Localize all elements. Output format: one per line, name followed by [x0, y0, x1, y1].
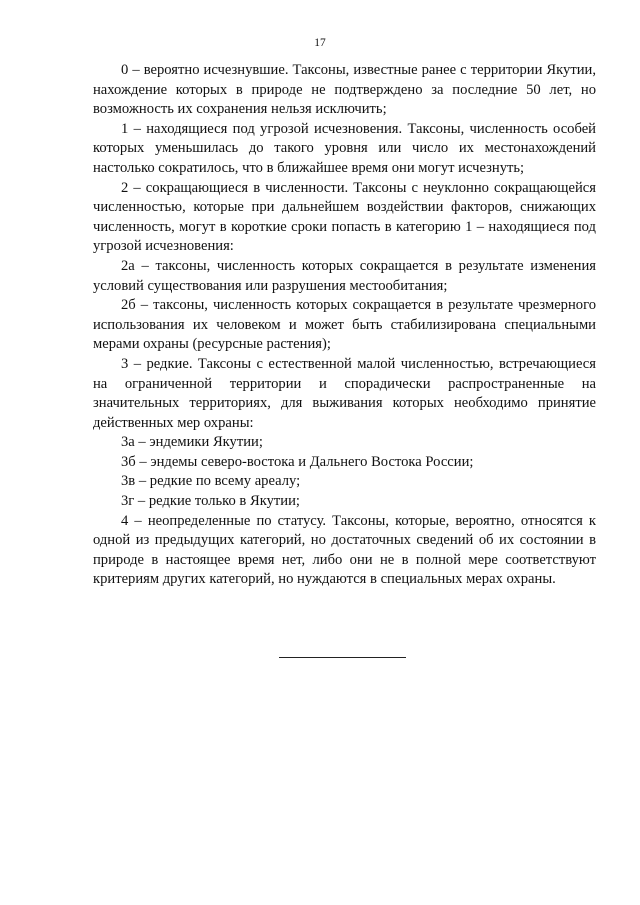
- paragraph-category-2: 2 – сокращающиеся в численности. Таксоны с неуклонно сокращающейся численностью, которые при дальнейшем воздействии факторов, снижающих численность, могут в короткие сроки попасть в категорию 1 – находящиеся под угрозой исчезновения:: [93, 179, 596, 255]
- paragraph-category-4: 4 – неопределенные по статусу. Таксоны, которые, вероятно, относятся к одной из предыдущих категорий, но достаточных сведений об их состоянии в природе в настоящее время нет, либо они не в полной мере соответствуют критериям других категорий, но нуждаются в специальных мерах охраны.: [93, 512, 596, 588]
- paragraph-category-3g: 3г – редкие только в Якутии;: [121, 493, 300, 510]
- paragraph-category-3a: 3а – эндемики Якутии;: [121, 434, 263, 451]
- paragraph-category-3: 3 – редкие. Таксоны с естественной малой численностью, встречающиеся на ограниченной территории и спорадически распространенные на значительных территориях, для выживания которых необходимо принятие действенных мер охраны:: [93, 355, 596, 431]
- paragraph-category-3v: 3в – редкие по всему ареалу;: [121, 473, 301, 490]
- paragraph-category-0: 0 – вероятно исчезнувшие. Таксоны, известные ранее с территории Якутии, нахождение которых в природе не подтверждено за последние 50 лет, но возможность их сохранения нельзя исключить;: [93, 62, 596, 118]
- paragraph-category-2a: 2а – таксоны, численность которых сокращается в результате изменения условий существования или разрушения местообитания;: [93, 257, 596, 294]
- paragraph-category-2b: 2б – таксоны, численность которых сокращается в результате чрезмерного использования их человеком и может быть стабилизирована специальными мерами охраны (ресурсные растения);: [93, 297, 596, 353]
- document-body: [93, 61, 596, 590]
- page-number: 17: [314, 37, 326, 49]
- paragraph-category-1: 1 – находящиеся под угрозой исчезновения. Таксоны, численность особей которых уменьшилась до такого уровня или число их местонахождений настолько сократилось, что в ближайшее время они могут исчезнуть;: [93, 120, 596, 176]
- paragraph-category-3b: 3б – эндемы северо-востока и Дальнего Востока России;: [121, 453, 474, 470]
- footer-divider: [279, 657, 406, 658]
